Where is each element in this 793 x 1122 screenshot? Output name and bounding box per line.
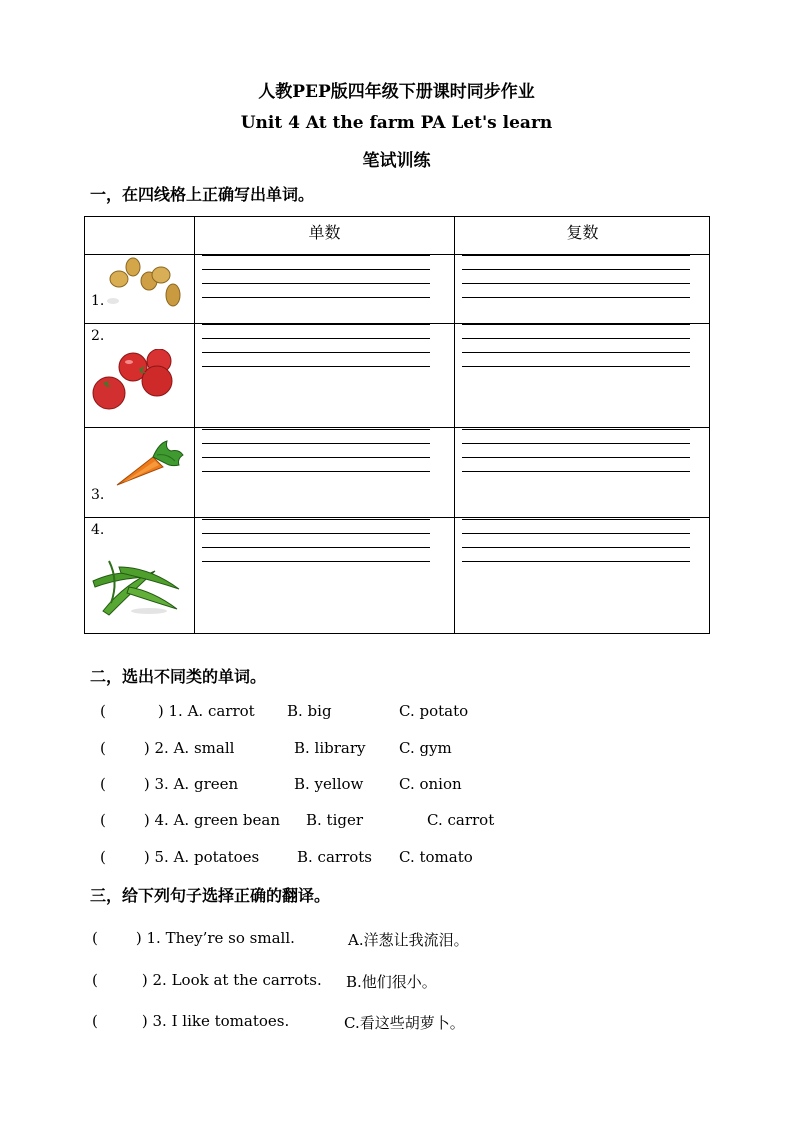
unit-title: Unit 4 At the farm PA Let's learn — [240, 113, 553, 133]
option-c: C. tomato — [399, 848, 473, 866]
option-b: B. big — [287, 702, 332, 720]
list-item: ( ) 3. I like tomatoes. — [92, 1012, 290, 1030]
list-item: ( ) 2. A. small — [100, 739, 235, 757]
col-header-plural: 复数 — [566, 223, 599, 242]
row-number: 4. — [91, 522, 105, 538]
option-b: B. carrots — [297, 848, 372, 866]
section2-heading: 二，选出不同类的单词。 — [90, 667, 267, 686]
list-item: ( ) 1. They’re so small. — [92, 929, 295, 947]
option-c: C. carrot — [427, 811, 495, 829]
page-title: 人教PEP版四年级下册课时同步作业 — [258, 82, 535, 102]
green-beans-icon — [89, 547, 185, 621]
subtitle: 笔试训练 — [362, 151, 431, 171]
translation-option: C.看这些胡萝卜。 — [344, 1014, 465, 1032]
translation-option: A.洋葱让我流泪。 — [348, 931, 469, 949]
option-b: B. tiger — [306, 811, 364, 829]
writing-table — [84, 216, 710, 634]
option-b: B. yellow — [294, 775, 364, 793]
list-item: ( ) 2. Look at the carrots. — [92, 971, 322, 989]
option-c: C. onion — [399, 775, 462, 793]
tomatoes-icon — [89, 349, 179, 417]
section3-heading: 三，给下列句子选择正确的翻译。 — [90, 886, 331, 905]
list-item: ( ) 5. A. potatoes — [100, 848, 260, 866]
list-item: ( ) 1. A. carrot — [100, 702, 255, 720]
row-number: 3. — [91, 487, 105, 503]
translation-option: B.他们很小。 — [346, 973, 437, 991]
section1-heading: 一，在四线格上正确写出单词。 — [90, 185, 315, 204]
col-header-singular: 单数 — [308, 223, 341, 242]
option-c: C. potato — [399, 702, 469, 720]
row-number: 2. — [91, 328, 105, 344]
option-c: C. gym — [399, 739, 452, 757]
row-number: 1. — [91, 293, 105, 309]
list-item: ( ) 4. A. green bean — [100, 811, 280, 829]
option-b: B. library — [294, 739, 366, 757]
potatoes-icon — [103, 257, 185, 317]
carrot-icon — [113, 437, 185, 495]
list-item: ( ) 3. A. green — [100, 775, 239, 793]
